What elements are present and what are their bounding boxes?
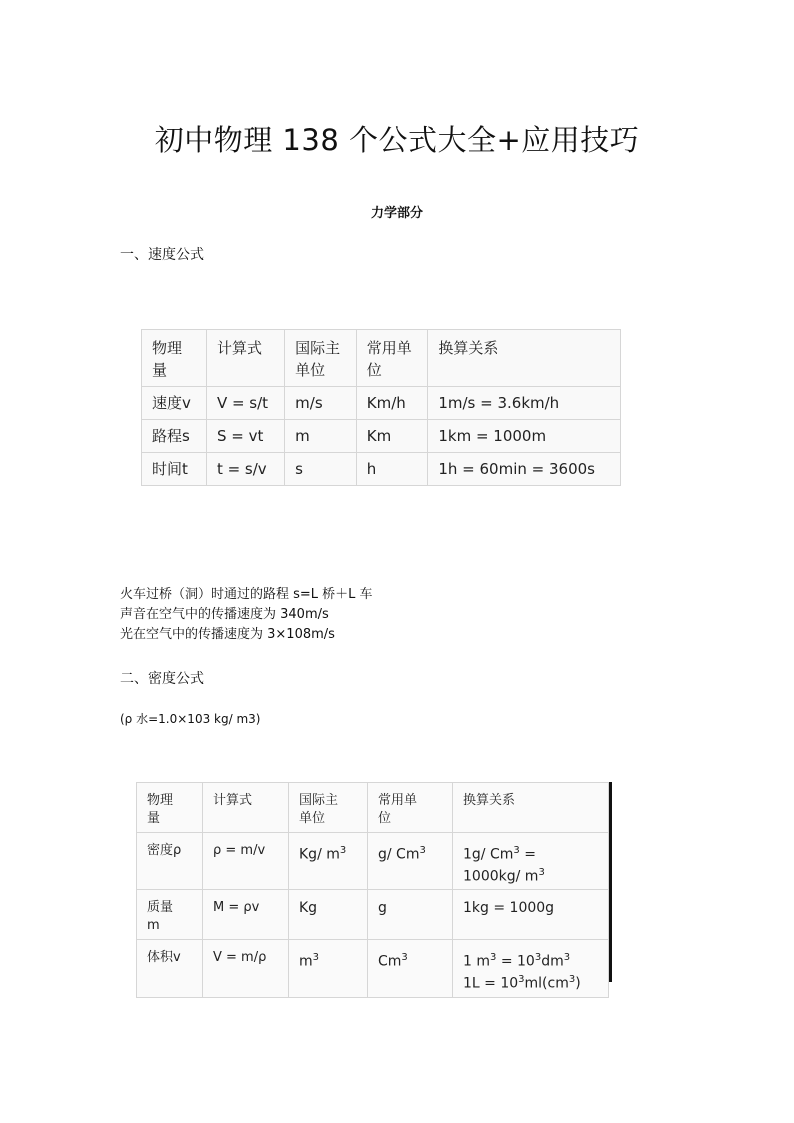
table-cell: 1h = 60min = 3600s — [428, 453, 621, 486]
header-cell — [285, 330, 357, 387]
header-cell — [137, 783, 203, 833]
table-cell: 速度v — [142, 387, 207, 420]
table-cell: ρ = m/v — [203, 833, 289, 890]
table-cell: $m^3$ — [289, 940, 368, 997]
table-cell: m/s — [285, 387, 357, 420]
document-title: 初中物理 138 个公式大全+应用技巧 — [154, 123, 640, 157]
header-cell: 计算式 — [203, 783, 289, 833]
table-header-row — [137, 783, 609, 833]
table-cell: m — [285, 420, 357, 453]
header-cell — [368, 783, 453, 833]
density-formula-table — [136, 782, 609, 998]
notes-block — [120, 585, 373, 645]
header-line: 量 — [152, 361, 168, 379]
header-cell — [356, 330, 428, 387]
table-row — [142, 420, 621, 453]
table-cell: 路程s — [142, 420, 207, 453]
table-cell: 体积v — [137, 940, 203, 997]
table-row — [142, 453, 621, 486]
header-line: 单位 — [299, 811, 326, 826]
header-cell: 计算式 — [206, 330, 284, 387]
table-cell: t = s/v — [206, 453, 284, 486]
table-cell: Km — [356, 420, 428, 453]
table-cell: S = vt — [206, 420, 284, 453]
speed-formula-table — [141, 329, 621, 486]
table-cell: M = ρv — [203, 890, 289, 940]
table-cell: 1g/ $Cm^3$ = 1000kg/ $m^3$ — [453, 833, 609, 890]
table-cell: 密度ρ — [137, 833, 203, 890]
table-row — [142, 387, 621, 420]
table-cell: 1km = 1000m — [428, 420, 621, 453]
table-header-row — [142, 330, 621, 387]
section-title: 力学部分 — [370, 206, 423, 221]
header-line: 位 — [366, 361, 382, 379]
cell-line: m — [147, 918, 160, 934]
header-line: 物理 — [147, 793, 174, 808]
heading-density-formula: 二、密度公式 — [120, 671, 204, 687]
header-line: 国际主 — [299, 793, 339, 808]
header-cell: 换算关系 — [428, 330, 621, 387]
note-line: 光在空气中的传播速度为 3×108m/s — [120, 627, 335, 642]
table-cell: Kg/ $m^3$ — [289, 833, 368, 890]
header-cell — [142, 330, 207, 387]
water-density-formula: (ρ 水=1.0×103 kg/ m3) — [120, 712, 261, 726]
header-cell: 换算关系 — [453, 783, 609, 833]
header-line: 量 — [147, 811, 161, 826]
table-row — [137, 890, 609, 940]
header-line: 常用单 — [366, 339, 412, 357]
table-right-border-line — [609, 782, 612, 982]
heading-speed-formula: 一、速度公式 — [120, 247, 204, 263]
cell-line: 质量 — [147, 900, 174, 916]
table-cell: 1m/s = 3.6km/h — [428, 387, 621, 420]
header-line: 位 — [378, 811, 392, 826]
table-cell: V = m/ρ — [203, 940, 289, 997]
table-cell: Km/h — [356, 387, 428, 420]
header-cell — [289, 783, 368, 833]
note-line: 声音在空气中的传播速度为 340m/s — [120, 607, 329, 622]
table-cell — [137, 890, 203, 940]
table-row — [137, 833, 609, 890]
table-cell: 1 $m^3 = 10^3dm^3$ $1L = 10^3ml(cm^3)$ — [453, 940, 609, 997]
header-line: 国际主 — [295, 339, 341, 357]
table-cell: Cm$^3$ — [368, 940, 453, 997]
table-row — [137, 940, 609, 997]
table-cell: g — [368, 890, 453, 940]
table-cell: g/ Cm$^3$ — [368, 833, 453, 890]
table-cell: 1kg = 1000g — [453, 890, 609, 940]
table-cell: 时间t — [142, 453, 207, 486]
header-line: 物理 — [152, 339, 183, 357]
table-cell: h — [356, 453, 428, 486]
header-line: 常用单 — [378, 793, 418, 808]
table-cell: Kg — [289, 890, 368, 940]
note-line: 火车过桥（洞）时通过的路程 s=L 桥＋L 车 — [120, 587, 373, 602]
table-cell: V = s/t — [206, 387, 284, 420]
density-table-image — [136, 782, 612, 992]
table-cell: s — [285, 453, 357, 486]
header-line: 单位 — [295, 361, 326, 379]
